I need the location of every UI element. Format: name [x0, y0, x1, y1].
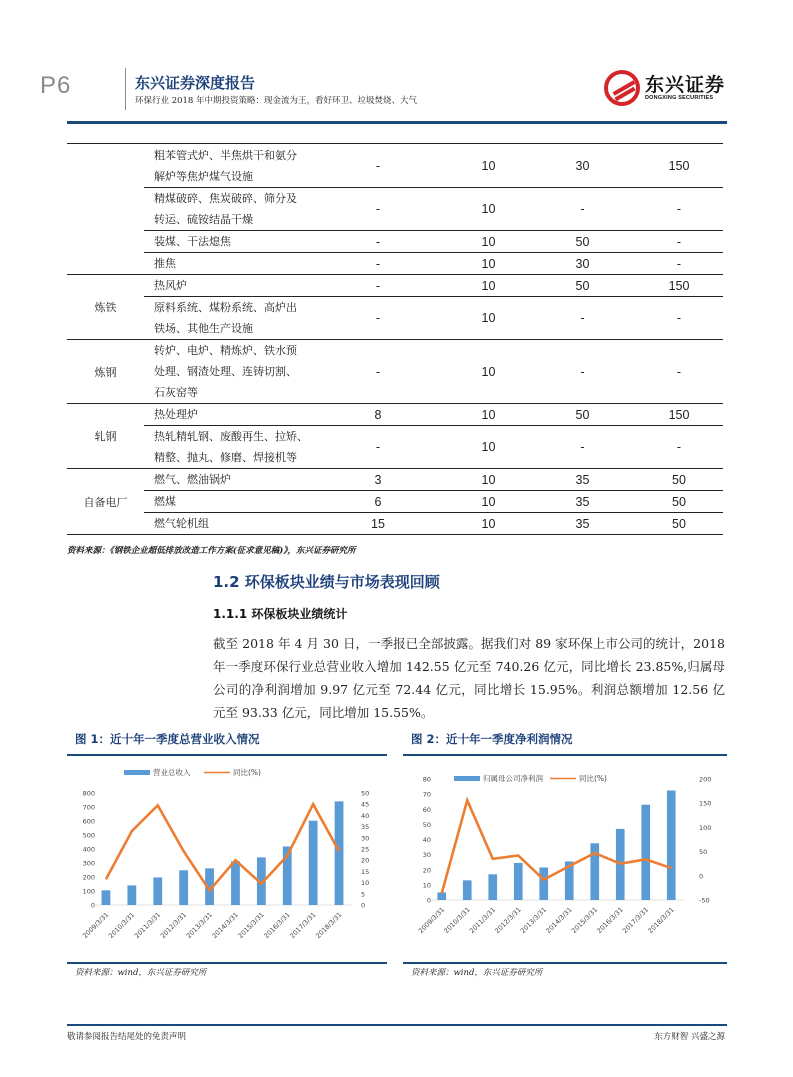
svg-text:0: 0	[699, 872, 704, 881]
table-row	[67, 513, 723, 535]
value-cell: 50	[635, 513, 723, 535]
value-cell: 50	[635, 491, 723, 513]
value-cell: 30	[530, 253, 635, 275]
header-rule	[67, 121, 727, 124]
category-cell: 轧钢	[67, 404, 144, 469]
svg-text:800: 800	[82, 789, 95, 798]
svg-text:20: 20	[361, 856, 370, 865]
body-paragraph: 截至 2018 年 4 月 30 日，一季报已全部披露。据我们对 89 家环保上市公司的统计，2018 年一季度环保行业总营业收入增加 142.55 亿元至 740.26 亿元，同比增长 23.85%,归属母公司的净利润增加 9.97 亿元至 72.44 亿元，同比增长 15.95%。利润总额增加 12.56 亿元至 93.33 亿元，同比增加 15.55%。	[213, 636, 725, 720]
value-cell: -	[309, 275, 447, 297]
svg-text:2012/3/31: 2012/3/31	[493, 905, 523, 935]
value-cell: 150	[635, 275, 723, 297]
table-row	[67, 144, 723, 188]
value-cell: 50	[530, 275, 635, 297]
svg-text:400: 400	[82, 845, 95, 854]
value-cell: 35	[530, 513, 635, 535]
value-cell: -	[635, 426, 723, 469]
svg-text:2017/3/31: 2017/3/31	[288, 910, 318, 940]
svg-text:40: 40	[422, 836, 431, 844]
svg-text:10: 10	[361, 879, 370, 888]
table-row	[67, 275, 723, 297]
item-cell: 热处理炉	[144, 404, 309, 426]
item-cell: 装煤、干法熄焦	[144, 231, 309, 253]
value-cell: 6	[309, 491, 447, 513]
item-cell: 精煤破碎、焦炭破碎、筛分及 转运、硫铵结晶干燥	[144, 188, 309, 231]
figure-1-source: 资料来源：wind，东兴证券研究所	[75, 968, 207, 978]
svg-text:2016/3/31: 2016/3/31	[262, 910, 292, 940]
svg-text:50: 50	[699, 848, 708, 857]
value-cell: 35	[530, 491, 635, 513]
svg-text:300: 300	[82, 859, 95, 868]
logo-text-en: DONGXING SECURITIES	[645, 95, 714, 101]
value-cell: 15	[309, 513, 447, 535]
value-cell: -	[309, 253, 447, 275]
value-cell: 10	[447, 404, 530, 426]
table-source: 资料来源：《钢铁企业超低排放改造工作方案(征求意见稿)》，东兴证券研究所	[67, 546, 356, 556]
item-cell: 原料系统、煤粉系统、高炉出 铁场、其他生产设施	[144, 297, 309, 340]
svg-text:0: 0	[361, 901, 366, 910]
table-row	[67, 404, 723, 426]
net-profit-chart	[403, 760, 727, 960]
page-number: P6	[40, 72, 72, 99]
figure-1-title: 图 1：近十年一季度总营业收入情况	[75, 732, 260, 746]
svg-text:2011/3/31: 2011/3/31	[132, 910, 163, 940]
table-row	[67, 188, 723, 231]
svg-text:100: 100	[82, 887, 95, 896]
figure-2-rule	[403, 754, 727, 756]
revenue-chart	[67, 760, 387, 960]
table-row	[67, 469, 723, 491]
value-cell: -	[530, 340, 635, 404]
value-cell: 150	[635, 404, 723, 426]
svg-text:2017/3/31: 2017/3/31	[620, 905, 651, 935]
table-row	[67, 231, 723, 253]
category-cell: 炼钢	[67, 340, 144, 404]
svg-text:5: 5	[361, 890, 366, 899]
svg-text:100: 100	[699, 823, 712, 832]
svg-text:2013/3/31: 2013/3/31	[184, 910, 214, 940]
svg-text:2018/3/31: 2018/3/31	[646, 905, 676, 935]
value-cell: 35	[530, 469, 635, 491]
svg-text:2015/3/31: 2015/3/31	[569, 905, 600, 935]
svg-text:0: 0	[90, 901, 95, 910]
value-cell: 10	[447, 340, 530, 404]
report-subtitle: 环保行业 2018 年中期投资策略：现金流为王，看好环卫、垃圾焚烧、大气	[135, 96, 418, 106]
svg-text:2011/3/31: 2011/3/31	[467, 905, 498, 935]
value-cell: 10	[447, 275, 530, 297]
item-cell: 粗苯管式炉、半焦烘干和氨分 解炉等焦炉煤气设施	[144, 144, 309, 188]
category-cell	[67, 144, 144, 275]
svg-text:2018/3/31: 2018/3/31	[314, 910, 344, 940]
svg-text:500: 500	[82, 831, 95, 840]
header-divider	[125, 68, 126, 110]
value-cell: 10	[447, 513, 530, 535]
svg-text:15: 15	[361, 867, 370, 876]
svg-text:同比(%): 同比(%)	[233, 768, 261, 777]
emission-standards-table	[67, 143, 723, 535]
value-cell: 8	[309, 404, 447, 426]
value-cell: -	[530, 297, 635, 340]
value-cell: -	[309, 297, 447, 340]
table-row	[67, 297, 723, 340]
subsection-heading: 1.1.1 环保板块业绩统计	[213, 607, 348, 621]
svg-text:60: 60	[422, 805, 431, 814]
item-cell: 热轧精轧钢、废酸再生、拉矫、 精整、抛丸、修磨、焊接机等	[144, 426, 309, 469]
value-cell: -	[309, 426, 447, 469]
svg-text:20: 20	[422, 866, 431, 875]
svg-text:0: 0	[426, 896, 431, 905]
value-cell: 10	[447, 426, 530, 469]
svg-text:10: 10	[422, 881, 431, 890]
svg-text:2014/3/31: 2014/3/31	[544, 905, 574, 935]
value-cell: 50	[530, 404, 635, 426]
table-row	[67, 253, 723, 275]
value-cell: 10	[447, 469, 530, 491]
svg-text:200: 200	[699, 775, 712, 784]
item-cell: 燃气轮机组	[144, 513, 309, 535]
svg-text:-50: -50	[699, 896, 710, 905]
svg-text:40: 40	[361, 811, 370, 820]
value-cell: 30	[530, 144, 635, 188]
item-cell: 燃煤	[144, 491, 309, 513]
svg-text:2010/3/31: 2010/3/31	[107, 910, 137, 940]
figure-2-source: 资料来源：wind，东兴证券研究所	[411, 968, 543, 978]
value-cell: -	[309, 188, 447, 231]
table-row	[67, 426, 723, 469]
svg-text:同比(%): 同比(%)	[579, 774, 607, 783]
dongxing-logo-icon	[604, 70, 640, 106]
svg-text:2009/3/31: 2009/3/31	[416, 905, 447, 935]
svg-text:150: 150	[699, 799, 712, 808]
value-cell: -	[530, 426, 635, 469]
svg-text:2015/3/31: 2015/3/31	[236, 910, 266, 940]
value-cell: -	[635, 340, 723, 404]
figure-2-bottom-rule	[403, 962, 727, 964]
svg-text:35: 35	[361, 823, 370, 832]
value-cell: -	[635, 253, 723, 275]
figure-1-bottom-rule	[67, 962, 387, 964]
item-cell: 燃气、燃油锅炉	[144, 469, 309, 491]
value-cell: 10	[447, 188, 530, 231]
value-cell: -	[309, 144, 447, 188]
disclaimer-note: 敬请参阅报告结尾处的免责声明	[67, 1032, 187, 1042]
svg-text:2014/3/31: 2014/3/31	[210, 910, 240, 940]
section-heading: 1.2 环保板块业绩与市场表现回顾	[213, 573, 440, 591]
value-cell: 10	[447, 491, 530, 513]
svg-text:70: 70	[422, 790, 431, 799]
value-cell: -	[635, 188, 723, 231]
value-cell: -	[530, 188, 635, 231]
category-cell: 炼铁	[67, 275, 144, 340]
svg-text:600: 600	[82, 817, 95, 826]
table-row	[67, 491, 723, 513]
svg-text:50: 50	[361, 789, 370, 798]
value-cell: 10	[447, 144, 530, 188]
footer-rule	[67, 1024, 727, 1026]
value-cell: -	[635, 231, 723, 253]
value-cell: 10	[447, 253, 530, 275]
value-cell: 50	[530, 231, 635, 253]
svg-text:25: 25	[361, 845, 370, 854]
figure-2-title: 图 2：近十年一季度净利润情况	[411, 732, 573, 746]
svg-text:700: 700	[82, 803, 95, 812]
value-cell: 50	[635, 469, 723, 491]
report-title: 东兴证券深度报告	[135, 74, 256, 92]
figure-1-rule	[67, 754, 387, 756]
category-cell: 自备电厂	[67, 469, 144, 535]
footer-slogan: 东方财智 兴盛之源	[654, 1032, 725, 1042]
svg-text:营业总收入: 营业总收入	[153, 768, 191, 777]
table-row	[67, 340, 723, 404]
item-cell: 转炉、电炉、精炼炉、铁水预 处理、钢渣处理、连铸切割、 石灰窑等	[144, 340, 309, 404]
svg-text:50: 50	[422, 820, 431, 829]
value-cell: 150	[635, 144, 723, 188]
svg-text:2016/3/31: 2016/3/31	[595, 905, 625, 935]
value-cell: 10	[447, 231, 530, 253]
svg-text:2012/3/31: 2012/3/31	[158, 910, 189, 940]
value-cell: -	[309, 231, 447, 253]
svg-text:80: 80	[422, 775, 431, 784]
svg-text:45: 45	[361, 800, 370, 809]
svg-text:30: 30	[422, 851, 431, 860]
svg-text:归属母公司净利润: 归属母公司净利润	[483, 774, 543, 783]
brand-logo	[604, 70, 725, 106]
logo-text-cn: 东兴证券	[645, 74, 726, 96]
value-cell: 10	[447, 297, 530, 340]
value-cell: -	[635, 297, 723, 340]
svg-text:2010/3/31: 2010/3/31	[442, 905, 472, 935]
item-cell: 热风炉	[144, 275, 309, 297]
svg-text:2013/3/31: 2013/3/31	[518, 905, 549, 935]
value-cell: -	[309, 340, 447, 404]
value-cell: 3	[309, 469, 447, 491]
svg-text:200: 200	[82, 873, 95, 882]
svg-text:2009/3/31: 2009/3/31	[81, 910, 111, 940]
svg-text:30: 30	[361, 834, 370, 843]
item-cell: 推焦	[144, 253, 309, 275]
